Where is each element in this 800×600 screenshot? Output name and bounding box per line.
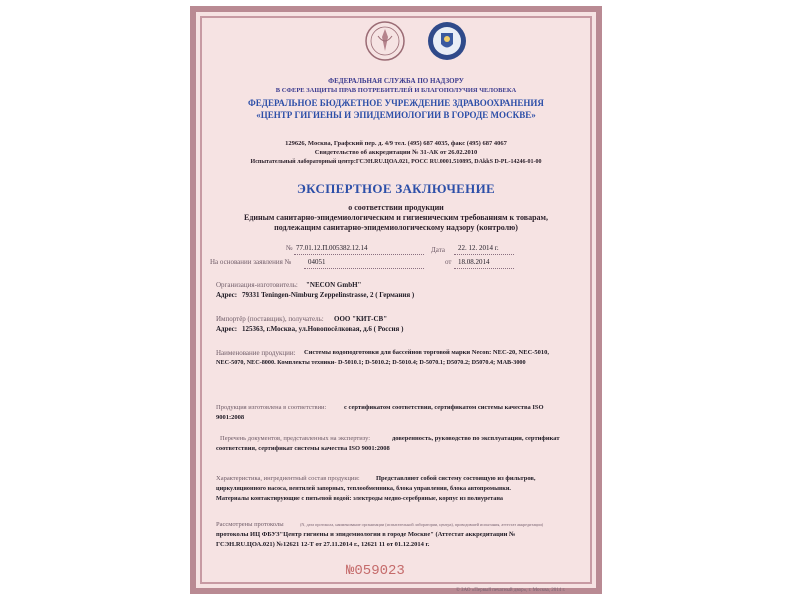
importer-label: Импортёр (поставщик), получатель: (216, 315, 324, 323)
title-sub-3: подлежащим санитарно-эпидемиологическому надзору (контролю) (274, 223, 518, 232)
accreditation-certificate: Свидетельство об аккредитации № 31-АК от 26.02.2010 (314, 149, 478, 156)
manufactured-text-2: 9001:2008 (216, 414, 245, 421)
header-line-2: В СФЕРЕ ЗАЩИТЫ ПРАВ ПОТРЕБИТЕЛЕЙ И БЛАГОПОЛУЧИЯ ЧЕЛОВЕКА (275, 87, 517, 94)
protocols-text-2: ГСЭН.RU.ЦОА.021) №12621 12-Т от 27.11.2014 г., 12621 11 от 01.12.2014 г. (216, 541, 430, 548)
date-value: 22. 12. 2014 г. (458, 244, 499, 252)
basis-label: На основании заявления № (210, 258, 292, 266)
from-date-value: 18.08.2014 (458, 258, 490, 266)
manufacturer-address: 79331 Teningen-Nimburg Zeppelinstrasse, 2 ( Германия ) (242, 291, 415, 299)
documents-text-2: соответствия, сертификат системы качества ISO 9001:2008 (216, 445, 390, 452)
from-label: от (445, 258, 452, 266)
doc-no-label: № (286, 244, 293, 252)
basis-no-value: 04051 (308, 258, 326, 266)
characteristics-text-1: Представляют собой систему состоящую из фильтров, (376, 475, 536, 482)
manufactured-text-1: с сертификатом соответствия, сертификатом системы качества ISO (344, 404, 544, 411)
title-sub-2: Единым санитарно-эпидемиологическим и гигиеническим требованиям к товарам, (244, 213, 548, 222)
date-label: Дата (431, 246, 445, 254)
protocols-label: Рассмотрены протоколы (216, 521, 284, 528)
manufactured-label: Продукция изготовлена в соответствии: (216, 404, 327, 411)
importer-address-label: Адрес: (216, 325, 238, 333)
protocols-label-note: (N, дата протокола, наименование организации (испытательной лаборатории, центра), проводившей испытания, аттестат аккредитации) (300, 522, 544, 527)
serial-number: №059023 (346, 563, 405, 579)
emblem-seal-icon (364, 20, 406, 62)
certificate-document (190, 6, 602, 594)
characteristics-text-2: циркуляционного насоса, вентилей запорных, теплообменника, блока управления, блока автопромывки. (216, 485, 511, 492)
lab-center: Испытательный лабораторный центр:ГСЭН.RU.ЦОА.021, РОСС RU.0001.510895, DAkkS D-PL-14246-01-00 (250, 159, 542, 165)
document-title: ЭКСПЕРТНОЕ ЗАКЛЮЧЕНИЕ (297, 181, 495, 196)
manufacturer-name: "NECON GmbH" (306, 281, 362, 289)
documents-text-1: доверенность, руководство по эксплуатации, сертификат (392, 435, 560, 442)
documents-label: Перечень документов, представленных на экспертизу: (220, 435, 371, 442)
title-sub-1: о соответствии продукции (348, 203, 444, 212)
manufacturer-address-label: Адрес: (216, 291, 238, 299)
doc-no-value: 77.01.12.П.005382.12.14 (296, 244, 368, 252)
protocols-text-1: протоколы ИЦ ФБУЗ"Центр гигиены и эпидемиологии в городе Москве" (Аттестат аккредитации № (216, 531, 516, 538)
rospotrebnadzor-logo-icon (426, 20, 468, 62)
characteristics-label: Характеристика, ингредиентный состав продукции: (216, 475, 360, 482)
org-name-line-1: ФЕДЕРАЛЬНОЕ БЮДЖЕТНОЕ УЧРЕЖДЕНИЕ ЗДРАВООХРАНЕНИЯ (248, 98, 544, 108)
importer-name: ООО "КИТ-СВ" (334, 315, 388, 323)
characteristics-text-3: Материалы контактирующие с питьевой водой: электроды медно-серебряные, корпус из полиуретана (216, 495, 504, 502)
org-address: 129626, Москва, Графский пер. д. 4/9 тел. (495) 687 4035, факс (495) 687 4067 (285, 140, 507, 147)
product-text-1: Системы водоподготовки для бассейнов торговой марки Necon: NEC-20, NEC-5010, (304, 349, 550, 356)
importer-address: 125363, г.Москва, ул.Новопосёлковая, д.6 ( Россия ) (242, 325, 404, 333)
product-label: Наименование продукции: (216, 349, 296, 357)
manufacturer-label: Организация-изготовитель: (216, 281, 298, 289)
header-line-1: ФЕДЕРАЛЬНАЯ СЛУЖБА ПО НАДЗОРУ (328, 77, 464, 85)
printer-footer: © ЗАО «Первый печатный двор», г. Москва, 2014 г. (456, 588, 566, 593)
product-text-2: NEC-5070, NEC-8000. Комплекты техники- D-5010.1; D-5010.2; D-5010.4; D-5070.1; D5070.2; D5070.4; MAB-3000 (216, 359, 526, 366)
org-name-line-2: «ЦЕНТР ГИГИЕНЫ И ЭПИДЕМИОЛОГИИ В ГОРОДЕ МОСКВЕ» (256, 110, 536, 120)
